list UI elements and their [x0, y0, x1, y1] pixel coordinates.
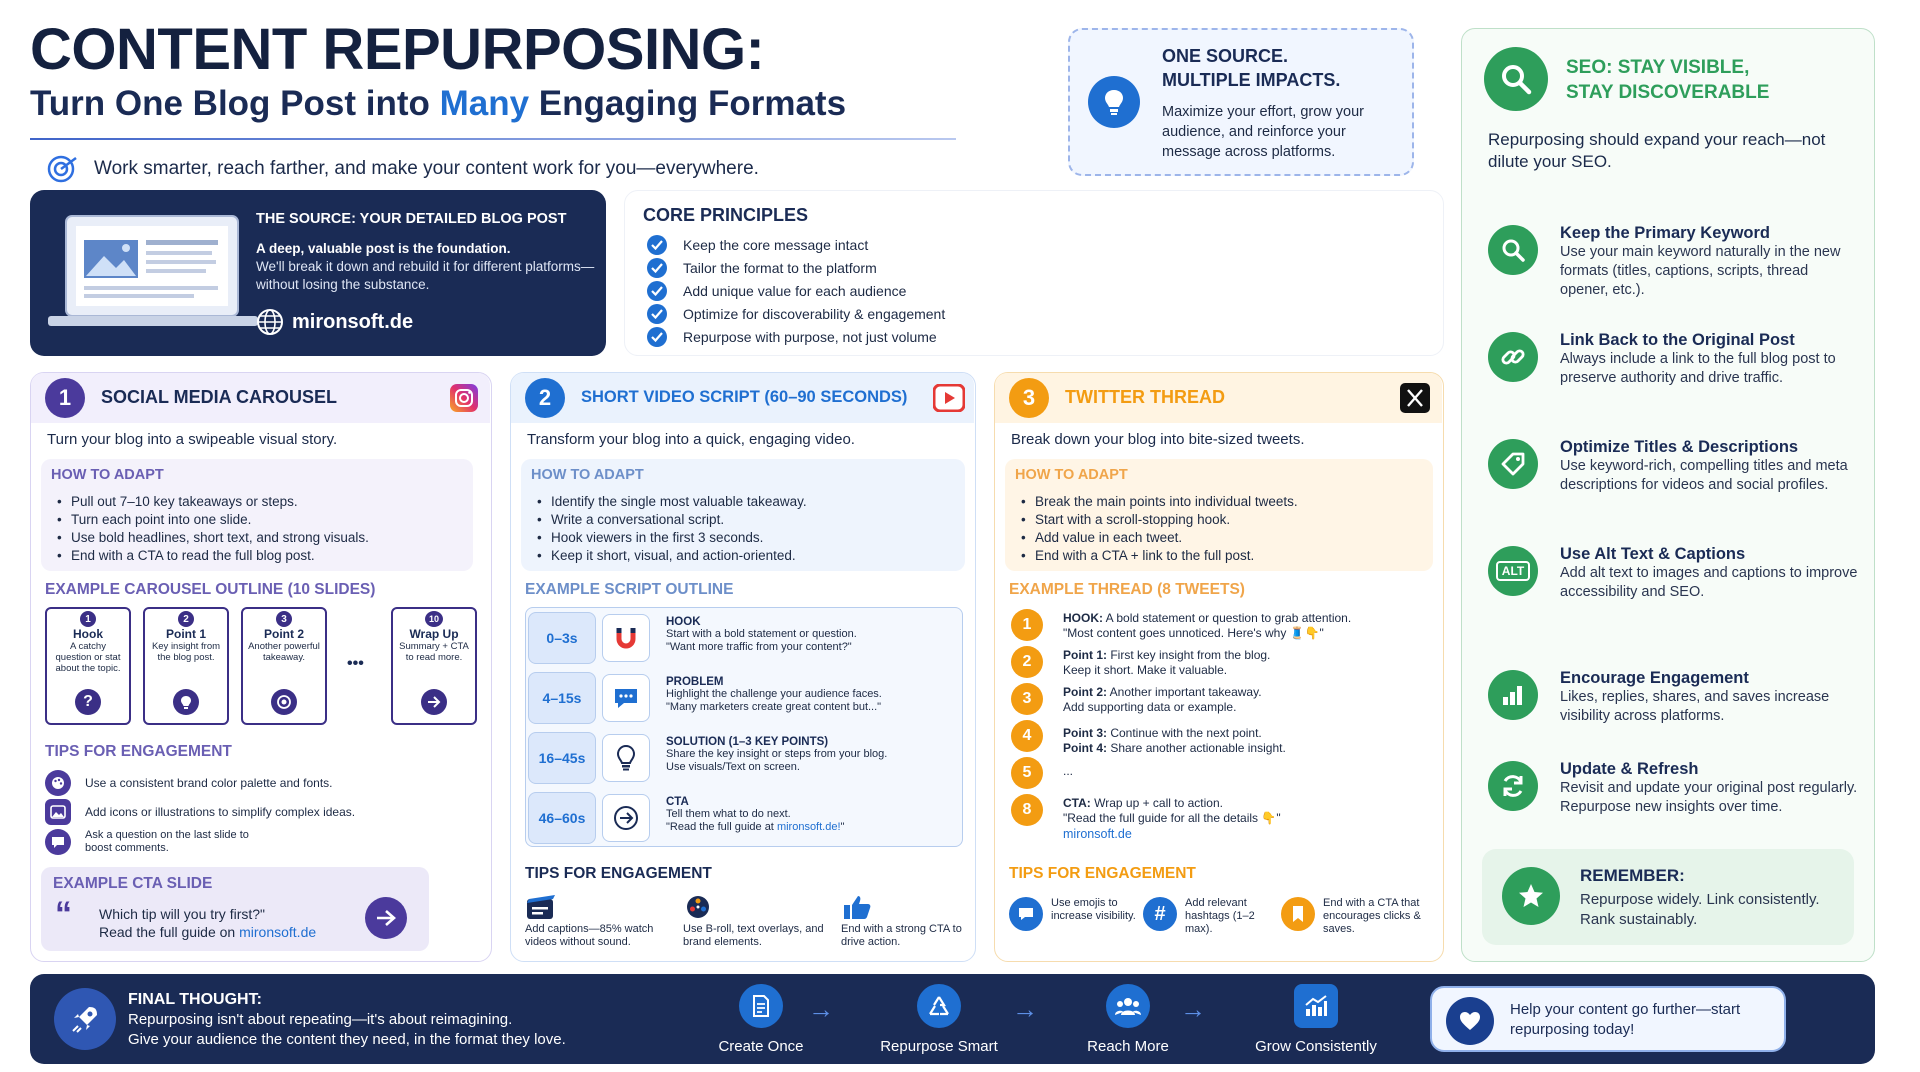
tip-item: Ask a question on the last slide to boost comments.: [45, 827, 465, 857]
principle-item: Tailor the format to the platform: [647, 256, 1207, 279]
instagram-icon: [449, 383, 479, 413]
tagline-row: [30, 154, 990, 184]
target-icon: [46, 154, 80, 184]
impact-text: Maximize your effort, grow your audience, and reinforce your message across platforms.: [1162, 104, 1364, 160]
seo-item-text: Use your main keyword naturally in the new formats (titles, captions, scripts, thread opener, etc.).: [1560, 244, 1841, 298]
footer-text-2: Give your audience the content they need, in the format they love.: [128, 1031, 566, 1048]
seo-title-1: SEO: STAY VISIBLE,: [1566, 57, 1750, 78]
cta-title: EXAMPLE CTA SLIDE: [53, 875, 213, 892]
footer-title: FINAL THOUGHT:: [128, 991, 262, 1008]
step-arrow: →: [808, 994, 834, 1024]
lightbulb-icon: [602, 734, 650, 782]
chat-icon: [602, 674, 650, 722]
step-arrow: →: [1012, 994, 1038, 1024]
brand-link[interactable]: mironsoft.de: [292, 310, 414, 333]
twitter-column: 3 TWITTER THREAD Break down your blog into bite-sized tweets. HOW TO ADAPT • Break the main points into individual tweets. • Start with a scroll-stopping hook. • Add value in each tweet. • End with a CTA + link to the full post. EXAMPLE THREAD (8 TWEETS) 1 HOOK: A bold statement or question to grab attention. "Most content goes unnoticed. Here's why 🧵👇" 2 Point 1: First key insight from the blog. Keep it short. Make it valuable. 3 Point 2: Another important takeaway. Add supporting data or example. 4 Point 3: Continue with the next point. 5 Point 4: Share another actionable insight. ... 8 CTA: Wrap up + call to action. "Read the full guide for all the details 👇" mironsoft.de TIPS FOR ENGAGEMENT Use emojis to increase visibility. # Add relevant hashtags (1–2 max). End with a CTA that encourages clicks & saves.: [994, 372, 1444, 962]
video-intro: Transform your blog into a quick, engaging video.: [527, 431, 855, 448]
step-number-3: 3: [1009, 378, 1049, 418]
cta-link[interactable]: mironsoft.de!: [776, 821, 841, 833]
cta-slide-box: EXAMPLE CTA SLIDE “ Which tip will you try first?" Read the full guide on mironsoft.de: [41, 867, 429, 951]
twitter-how-box: [1005, 459, 1433, 571]
how-list: • Break the main points into individual tweets. • Start with a scroll-stopping hook. • Add value in each tweet. • End with a CTA + link to the full post.: [1019, 493, 1423, 565]
footer-cta[interactable]: [1430, 986, 1786, 1052]
arrow-right-icon: [421, 689, 447, 715]
step-arrow: →: [1180, 994, 1206, 1024]
step-number-1: 1: [45, 378, 85, 418]
thumbs-up-icon: [841, 893, 965, 921]
recycle-icon: [917, 984, 961, 1028]
carousel-tips-title: TIPS FOR ENGAGEMENT: [45, 743, 232, 760]
tip-item: End with a CTA that encourages clicks & saves.: [1281, 897, 1437, 936]
twitter-tips-title: TIPS FOR ENGAGEMENT: [1009, 865, 1196, 882]
target-icon: [271, 689, 297, 715]
twitter-intro: Break down your blog into bite-sized tweets.: [1011, 431, 1305, 448]
seo-item-title: Keep the Primary Keyword: [1560, 224, 1770, 242]
growth-chart-icon: [1294, 984, 1338, 1028]
carousel-column: [30, 372, 492, 962]
seo-item-text: Likes, replies, shares, and saves increase visibility across platforms.: [1560, 689, 1830, 724]
tip-item: Use B-roll, text overlays, and brand elements.: [683, 893, 831, 949]
script-outline: [525, 607, 963, 847]
check-icon: [647, 304, 667, 324]
how-list: • Identify the single most valuable takeaway. • Write a conversational script. • Hook viewers in the first 3 seconds. • Keep it short, visual, and action-oriented.: [535, 493, 955, 565]
globe-icon: [256, 308, 284, 336]
step-reach: Reach More: [1058, 984, 1198, 1055]
x-logo-icon: [1399, 382, 1431, 414]
search-icon: [1484, 47, 1548, 111]
principle-item: Keep the core message intact: [647, 233, 1207, 256]
tip-item: Use a consistent brand color palette and fonts.: [45, 769, 465, 797]
seo-intro: Repurposing should expand your reach—not dilute your SEO.: [1488, 130, 1826, 171]
hashtag-icon: #: [1143, 897, 1177, 931]
source-bold: A deep, valuable post is the foundation.: [256, 241, 511, 256]
remember-box: [1482, 849, 1854, 945]
how-title: HOW TO ADAPT: [531, 467, 644, 483]
seo-item-title: Link Back to the Original Post: [1560, 331, 1795, 349]
link-icon: [1488, 332, 1538, 382]
search-icon: [1488, 225, 1538, 275]
page-subtitle: Turn One Blog Post into Many Engaging Formats: [30, 84, 847, 123]
principle-item: Optimize for discoverability & engagement: [647, 302, 1207, 325]
source-title: THE SOURCE: YOUR DETAILED BLOG POST: [256, 211, 567, 227]
slide-card: 10 Wrap Up Summary + CTA to read more.: [391, 607, 477, 725]
how-title: HOW TO ADAPT: [51, 467, 164, 483]
cta-link[interactable]: mironsoft.de: [239, 924, 317, 940]
video-tips: [525, 893, 965, 953]
script-row: 4–15s PROBLEM Highlight the challenge your audience faces. "Many marketers create great content but...": [526, 668, 964, 728]
seo-item-text: Revisit and update your original post regularly. Repurpose new insights over time.: [1560, 780, 1858, 815]
lightbulb-icon: [173, 689, 199, 715]
seo-item-title: Update & Refresh: [1560, 760, 1699, 778]
principles-box: [624, 190, 1444, 356]
check-icon: [647, 235, 667, 255]
check-icon: [647, 327, 667, 347]
seo-item-text: Add alt text to images and captions to improve accessibility and SEO.: [1560, 565, 1858, 600]
chat-icon: [1009, 897, 1043, 931]
tip-item: End with a strong CTA to drive action.: [841, 893, 965, 949]
header-divider: [30, 138, 956, 140]
impact-box: [1068, 28, 1414, 176]
footer-bar: [30, 974, 1875, 1064]
thread-link[interactable]: mironsoft.de: [1063, 827, 1132, 841]
header: [30, 18, 990, 178]
source-text: We'll break it down and rebuild it for different platforms—without losing the substance.: [256, 259, 595, 292]
youtube-icon: [933, 384, 965, 412]
footer-cta-text: Help your content go further—start repurposing today!: [1510, 1001, 1741, 1038]
principle-item: Add unique value for each audience: [647, 279, 1207, 302]
step-create: Create Once: [686, 984, 836, 1055]
source-box: [30, 190, 606, 356]
impact-title-2: MULTIPLE IMPACTS.: [1162, 70, 1341, 90]
step-repurpose: Repurpose Smart: [854, 984, 1024, 1055]
seo-item-text: Use keyword-rich, compelling titles and meta descriptions for videos and social profiles.: [1560, 458, 1848, 493]
palette-icon: [45, 770, 71, 796]
script-row: 0–3s HOOK Start with a bold statement or question. "Want more traffic from your content?": [526, 608, 964, 668]
remember-text: Repurpose widely. Link consistently. Rank sustainably.: [1580, 891, 1820, 928]
arrow-right-button[interactable]: [365, 897, 407, 939]
video-title: SHORT VIDEO SCRIPT (60–90 SECONDS): [581, 388, 908, 406]
page-title: CONTENT REPURPOSING:: [30, 17, 765, 82]
bar-chart-icon: [1488, 670, 1538, 720]
how-title: HOW TO ADAPT: [1015, 467, 1128, 483]
alt-badge: ALT: [1496, 561, 1530, 581]
arrow-circle-icon: [602, 794, 650, 842]
video-how-box: [521, 459, 965, 571]
tagline: Work smarter, reach farther, and make your content work for you—everywhere.: [94, 158, 759, 179]
question-icon: ?: [75, 689, 101, 715]
slide-card: 3 Point 2 Another powerful takeaway.: [241, 607, 327, 725]
video-outline-title: EXAMPLE SCRIPT OUTLINE: [525, 581, 734, 598]
check-icon: [647, 281, 667, 301]
carousel-outline-title: EXAMPLE CAROUSEL OUTLINE (10 SLIDES): [45, 581, 376, 598]
seo-item-title: Use Alt Text & Captions: [1560, 545, 1746, 563]
slide-card: 2 Point 1 Key insight from the blog post.: [143, 607, 229, 725]
tip-item: Add captions—85% watch videos without sound.: [525, 893, 673, 949]
carousel-intro: Turn your blog into a swipeable visual story.: [47, 431, 338, 448]
principles-list: [647, 233, 1207, 348]
impact-title-1: ONE SOURCE.: [1162, 46, 1289, 66]
step-grow: Grow Consistently: [1226, 984, 1406, 1055]
brand-row: [256, 308, 596, 336]
bookmark-icon: [1281, 897, 1315, 931]
tip-item: Add icons or illustrations to simplify complex ideas.: [45, 798, 465, 826]
seo-item-text: Always include a link to the full blog post to preserve authority and drive traffic.: [1560, 351, 1836, 386]
twitter-title: TWITTER THREAD: [1065, 387, 1225, 407]
slide-card: 1 Hook A catchy question or stat about the topic. ?: [45, 607, 131, 725]
lightbulb-icon: [1088, 76, 1140, 128]
rocket-icon: [54, 988, 116, 1050]
video-column: [510, 372, 976, 962]
twitter-tips: [1009, 897, 1439, 957]
quote-icon: “: [55, 895, 72, 933]
refresh-icon: [1488, 761, 1538, 811]
captions-icon: [525, 893, 673, 921]
seo-item-title: Encourage Engagement: [1560, 669, 1749, 687]
tag-icon: [1488, 439, 1538, 489]
video-tips-title: TIPS FOR ENGAGEMENT: [525, 865, 712, 882]
check-icon: [647, 258, 667, 278]
script-row: 46–60s CTA Tell them what to do next. "Read the full guide at mironsoft.de!": [526, 788, 964, 848]
subtitle-accent: Many: [439, 84, 530, 123]
step-number-2: 2: [525, 378, 565, 418]
alt-text-icon: [1488, 546, 1538, 596]
heart-icon: [1446, 997, 1494, 1045]
document-icon: [739, 984, 783, 1028]
seo-item-title: Optimize Titles & Descriptions: [1560, 438, 1799, 456]
principles-title: CORE PRINCIPLES: [643, 205, 809, 225]
slides-ellipsis: •••: [347, 655, 364, 672]
tip-item: Use emojis to increase visibility.: [1009, 897, 1145, 931]
chat-icon: [45, 829, 71, 855]
tip-item: # Add relevant hashtags (1–2 max).: [1143, 897, 1283, 936]
carousel-tips: [45, 769, 465, 857]
script-row: 16–45s SOLUTION (1–3 KEY POINTS) Share the key insight or steps from your blog. Use visuals/Text on screen.: [526, 728, 964, 788]
carousel-how-box: [41, 459, 473, 571]
image-icon: [45, 799, 71, 825]
footer-text-1: Repurposing isn't about repeating—it's about reimagining.: [128, 1011, 513, 1028]
seo-title-2: STAY DISCOVERABLE: [1566, 82, 1770, 103]
star-icon: [1502, 867, 1560, 925]
how-list: • Pull out 7–10 key takeaways or steps. • Turn each point into one slide. • Use bold headlines, short text, and strong visuals. • End with a CTA to read the full blog post.: [55, 493, 465, 565]
seo-panel: [1461, 28, 1875, 962]
magnet-icon: [602, 614, 650, 662]
carousel-title: SOCIAL MEDIA CAROUSEL: [101, 387, 338, 407]
people-icon: [1106, 984, 1150, 1028]
principle-item: Repurpose with purpose, not just volume: [647, 325, 1207, 348]
remember-title: REMEMBER:: [1580, 866, 1685, 885]
twitter-outline-title: EXAMPLE THREAD (8 TWEETS): [1009, 581, 1245, 598]
laptop-illustration: [48, 214, 258, 332]
film-icon: [683, 893, 831, 921]
